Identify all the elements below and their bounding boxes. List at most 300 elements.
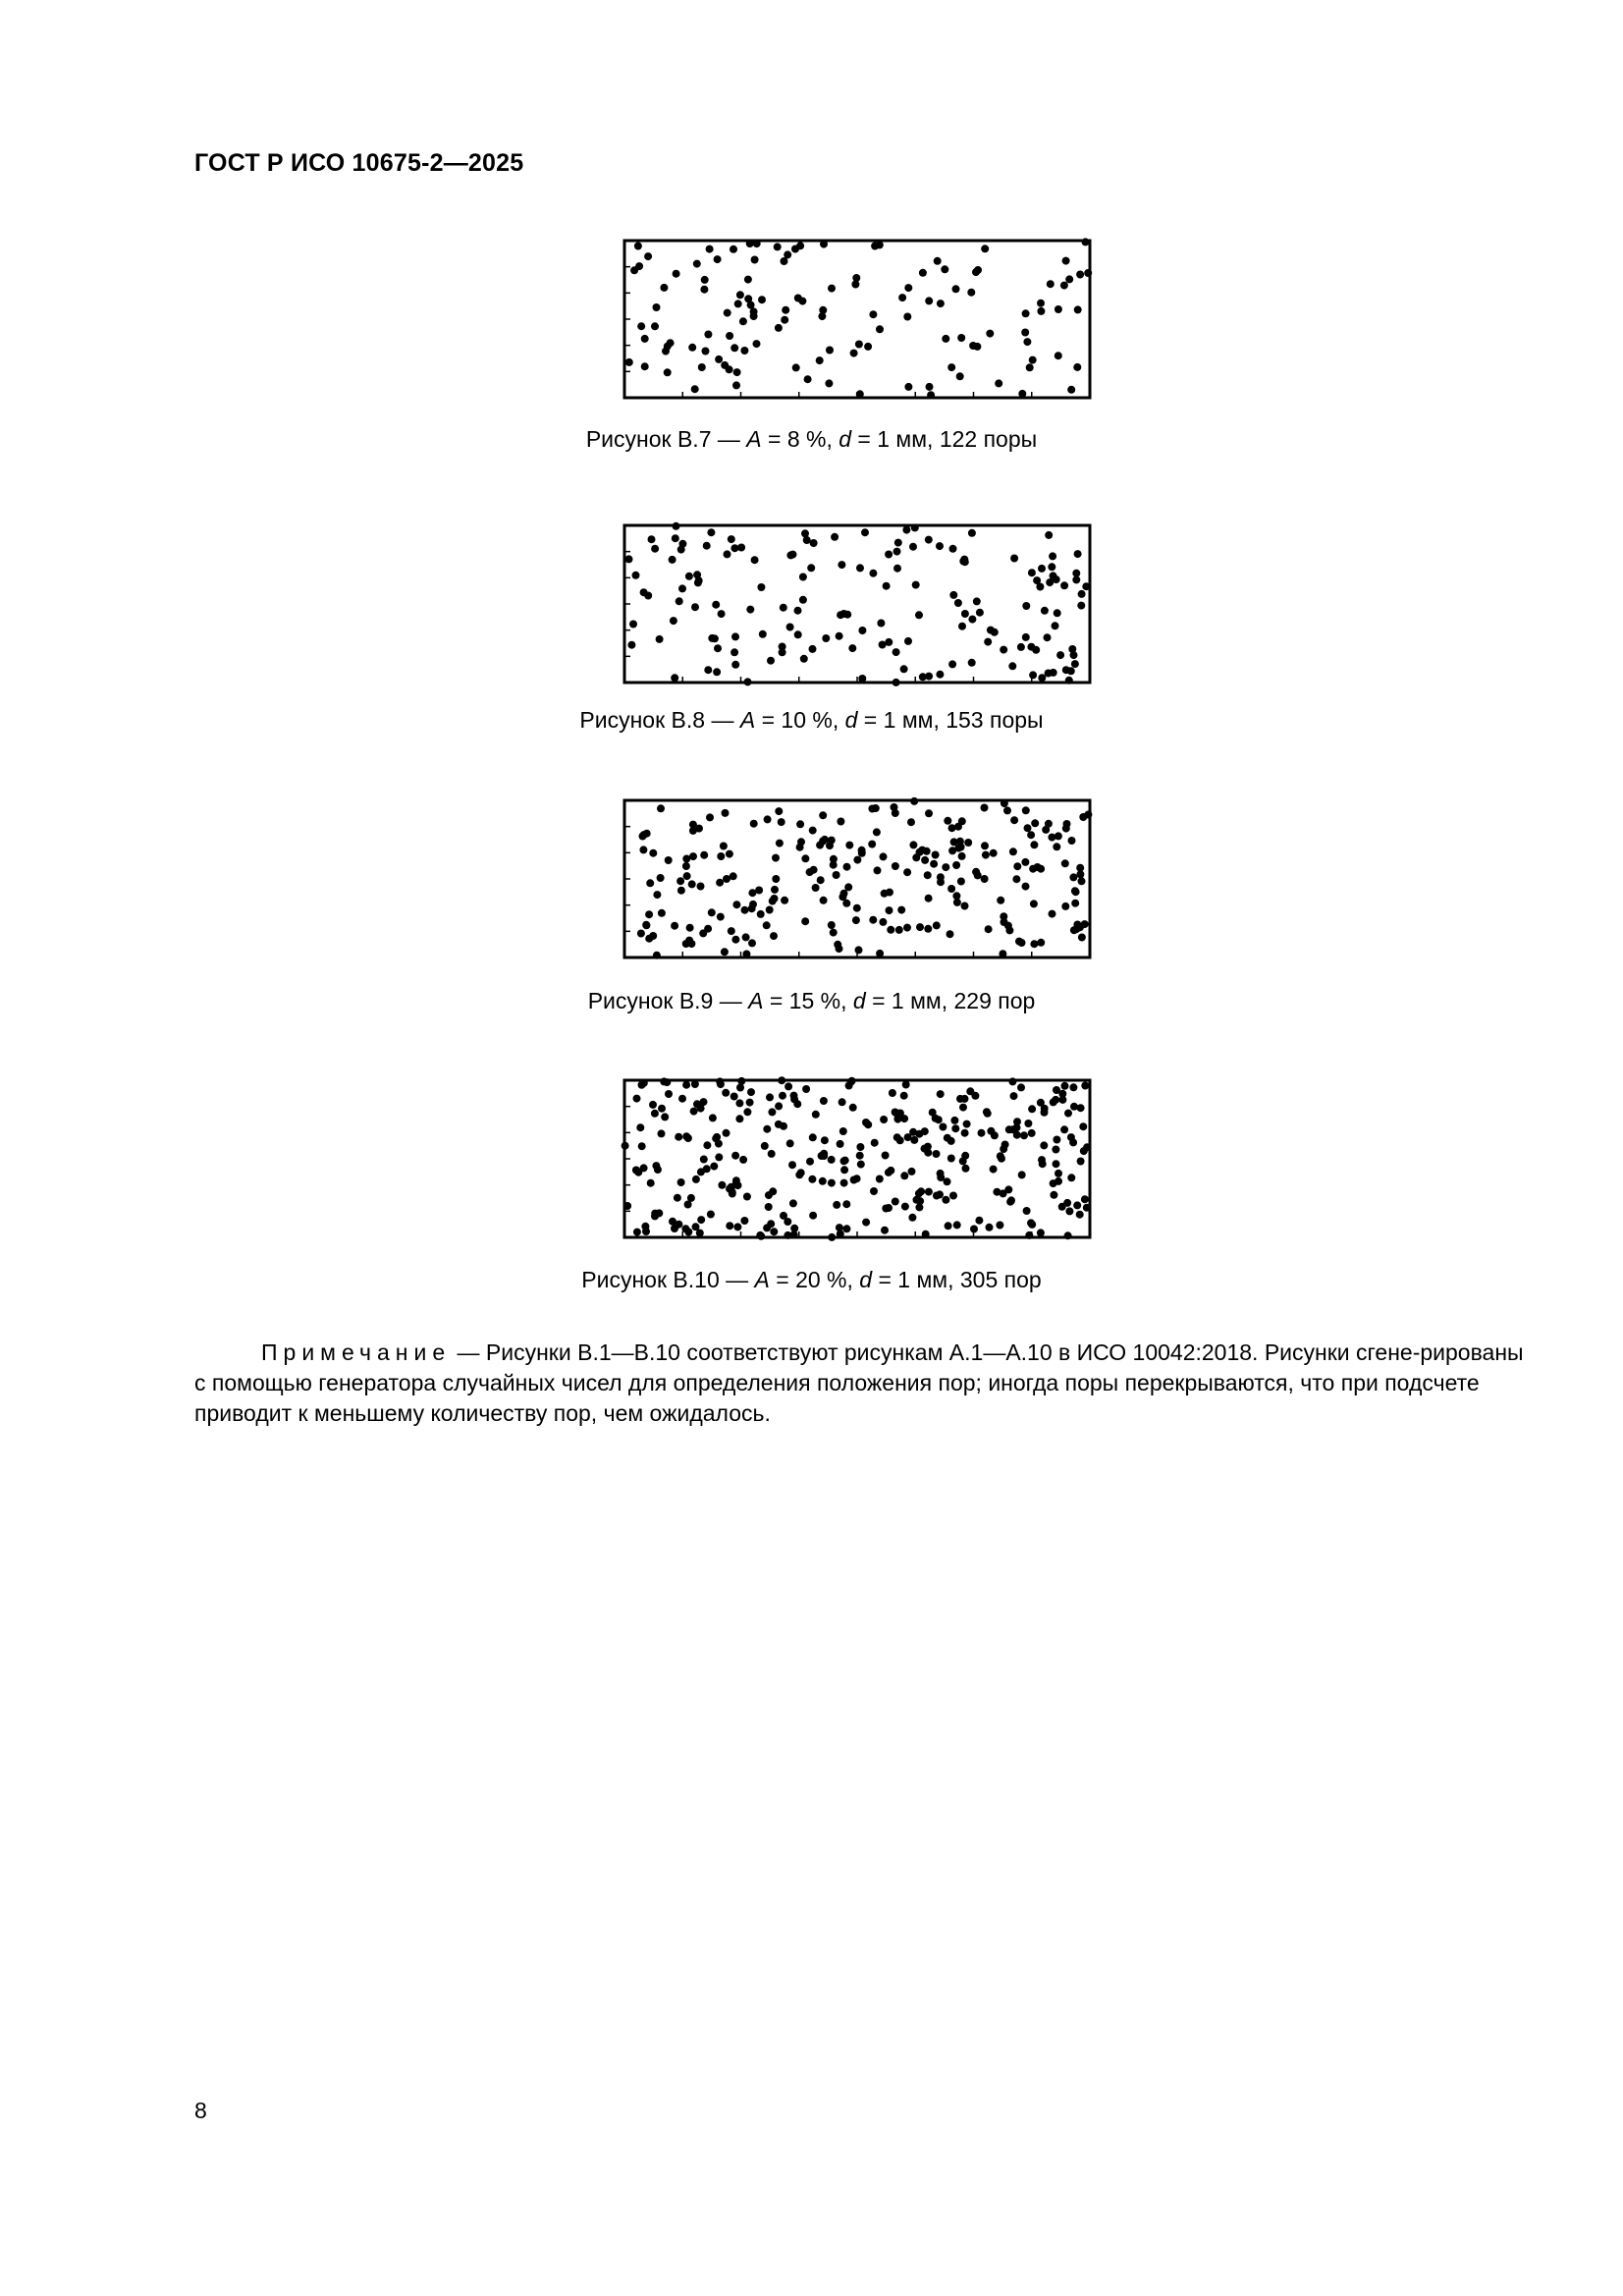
pore-dot [718, 610, 726, 618]
pore-dot [794, 607, 802, 615]
pore-dot [651, 322, 659, 330]
pore-dot [1000, 646, 1007, 654]
pore-dot [937, 1090, 945, 1098]
pore-dot [1030, 841, 1038, 848]
pore-dot [1045, 531, 1053, 539]
pore-dot [837, 818, 844, 826]
pore-dot [902, 526, 910, 534]
pore-dot [944, 817, 951, 825]
pore-dot [1084, 269, 1092, 277]
pore-dot [790, 1095, 798, 1103]
pore-dot [685, 573, 693, 580]
pore-dot [748, 889, 756, 897]
pore-dot [997, 897, 1004, 904]
pore-dot [1061, 859, 1069, 867]
pore-dot [840, 1166, 848, 1174]
pore-dot [1022, 806, 1030, 814]
pore-dot [947, 885, 955, 893]
pore-dot [1062, 257, 1070, 265]
pore-dot [801, 917, 809, 925]
pore-dot [742, 951, 750, 958]
pore-dot [889, 1089, 896, 1097]
pore-dot [894, 1112, 902, 1120]
pore-dot [697, 1216, 705, 1224]
pore-dot [1077, 602, 1085, 610]
pore-dot [671, 1225, 678, 1232]
pore-dot [1017, 1083, 1025, 1091]
pore-dot [932, 851, 940, 859]
pore-dot [933, 921, 941, 929]
pore-dot [651, 1110, 659, 1118]
pore-dot [956, 372, 964, 380]
pore-dot [807, 564, 815, 572]
pore-dot [853, 856, 861, 864]
note-dash: — [451, 1339, 486, 1365]
pore-dot [819, 811, 827, 819]
pore-dot [1026, 363, 1034, 371]
pore-dot [990, 1166, 998, 1174]
pore-dot [1025, 1231, 1033, 1239]
pore-dot [673, 522, 680, 530]
pore-dot [771, 895, 779, 902]
pore-dot [1067, 1133, 1075, 1141]
pore-dot [765, 1203, 773, 1211]
pore-dot [797, 838, 805, 846]
pore-dot [684, 1229, 692, 1236]
pore-diagram [617, 1075, 1098, 1242]
pore-dot [1032, 646, 1040, 654]
pore-dot [1054, 609, 1061, 617]
pore-dot [644, 592, 652, 600]
pore-dot [741, 906, 749, 914]
caption-a-value: = 15 %, [763, 988, 853, 1013]
pore-dot [794, 630, 802, 638]
pore-dot [641, 362, 649, 370]
pore-dot [948, 660, 956, 668]
pore-dot [855, 946, 863, 954]
pore-dot [649, 849, 657, 857]
pore-dot [840, 1179, 848, 1187]
pore-dot [900, 1092, 908, 1100]
pore-dot [1065, 275, 1073, 283]
pore-dot [909, 543, 917, 551]
pore-dot [759, 630, 767, 638]
pore-dot [826, 347, 834, 355]
pore-dot [852, 916, 860, 924]
pore-dot [816, 842, 824, 849]
pore-dot [780, 604, 787, 612]
pore-dot [1030, 900, 1038, 907]
pore-dot [1062, 666, 1070, 674]
pore-dot [873, 828, 881, 836]
pore-dot [786, 551, 794, 559]
pore-dot [986, 1224, 994, 1231]
pore-dot [953, 899, 961, 906]
pore-dot [669, 556, 676, 564]
pore-dot [872, 804, 880, 812]
pore-dot [844, 883, 852, 891]
pore-dot [869, 916, 877, 924]
pore-dot [810, 866, 818, 874]
pore-dot [657, 874, 665, 882]
pore-dot [1058, 1090, 1066, 1098]
pore-dot [880, 1116, 888, 1123]
pore-dot [831, 533, 839, 541]
pore-dot [1008, 662, 1016, 670]
pore-dot [763, 1224, 771, 1231]
pore-dot [942, 1196, 949, 1204]
pore-dot [809, 645, 817, 653]
pore-dot [1064, 1231, 1072, 1239]
pore-dot [678, 584, 686, 592]
pore-dot [862, 1119, 870, 1126]
pore-dot [828, 1156, 836, 1164]
pore-dot [633, 1095, 641, 1103]
pore-dot [1037, 300, 1045, 307]
pore-dot [900, 1172, 908, 1179]
pore-dot [895, 926, 903, 934]
pore-dot [622, 1142, 629, 1150]
pore-dot [1063, 820, 1071, 828]
pore-dot [984, 638, 992, 646]
pore-dot [904, 1133, 912, 1141]
pore-dot [1072, 925, 1080, 933]
pore-dot [802, 1085, 810, 1093]
pore-dot [812, 884, 820, 892]
pore-dot [786, 624, 794, 631]
pore-dot [921, 856, 929, 864]
pore-dot [934, 257, 942, 265]
pore-dot [876, 950, 884, 957]
pore-dot [947, 930, 954, 938]
pore-dot [676, 597, 683, 605]
pore-dot [687, 1194, 695, 1202]
pore-dot [1024, 824, 1032, 832]
pore-dot [1065, 677, 1073, 684]
pore-dot [969, 342, 977, 350]
pore-dot [730, 648, 738, 656]
pore-dot [1083, 1143, 1091, 1151]
pore-dot [845, 1082, 853, 1090]
pore-dot [923, 847, 931, 855]
pore-dot [1081, 1082, 1089, 1090]
pore-dot [903, 924, 911, 932]
caption-label: Рисунок В.10 — [581, 1267, 755, 1292]
pore-dot [788, 1161, 796, 1169]
pore-dot [796, 820, 804, 828]
pore-dot [730, 1093, 738, 1101]
pore-dot [842, 1200, 850, 1208]
pore-dot [853, 904, 861, 912]
pore-dot [1083, 1204, 1091, 1212]
pore-dot [1042, 826, 1050, 834]
pore-dot [968, 529, 976, 537]
pore-dot [987, 627, 995, 634]
pore-dot [778, 818, 785, 826]
pore-dot [936, 671, 944, 679]
pore-dot [1045, 670, 1053, 678]
pore-dot [682, 862, 690, 870]
pore-dot [848, 644, 856, 652]
pore-dot [731, 1152, 739, 1160]
pore-dot [703, 1141, 711, 1149]
pore-dot [661, 1113, 669, 1121]
pore-dot [850, 1176, 858, 1184]
pore-dot [1071, 660, 1079, 668]
pore-dot [950, 1117, 958, 1124]
pore-dot [1081, 920, 1089, 928]
pore-dot [1040, 1141, 1048, 1149]
pore-dot [828, 837, 836, 845]
pore-dot [713, 668, 721, 676]
pore-dot [995, 379, 1002, 387]
pore-dot [924, 925, 932, 933]
pore-dot [961, 610, 969, 618]
pore-dot [1028, 1221, 1036, 1229]
pore-dot [1061, 1082, 1069, 1090]
pore-dot [641, 335, 649, 343]
pore-dot [879, 918, 887, 926]
pore-dot [949, 591, 957, 599]
pore-dot [883, 582, 891, 590]
pore-dot [656, 635, 664, 643]
pore-diagram [617, 520, 1098, 687]
pore-dot [1050, 1179, 1057, 1187]
pore-dot [736, 1084, 744, 1092]
pore-dot [812, 1111, 820, 1119]
pore-dot [956, 1095, 964, 1103]
pore-dot [856, 390, 864, 398]
pore-dot [1037, 1229, 1045, 1236]
pore-dot [985, 925, 993, 933]
pore-dot [818, 1152, 826, 1160]
pore-dot [672, 534, 679, 542]
pore-dot [730, 344, 738, 352]
pore-dot [671, 922, 678, 930]
pore-dot [981, 875, 989, 883]
pore-dot [1027, 831, 1035, 839]
pore-dot [1055, 832, 1062, 840]
pore-dot [972, 268, 980, 276]
pore-dot [818, 312, 826, 320]
pore-dot [880, 852, 888, 860]
pore-dot [1048, 563, 1055, 571]
pore-dot [664, 368, 672, 376]
pore-diagram [617, 236, 1098, 403]
pore-dot [799, 574, 807, 581]
pore-dot [909, 841, 917, 848]
pore-dot [953, 1221, 961, 1229]
pore-dot [874, 866, 882, 874]
pore-dot [882, 1152, 890, 1160]
pore-dot [709, 1114, 717, 1121]
pore-dot [1029, 671, 1037, 679]
caption-d-symbol: d [852, 988, 866, 1013]
pore-dot [671, 674, 678, 682]
pore-dot [828, 1179, 836, 1187]
pore-dot [771, 886, 779, 894]
pore-dot [726, 332, 733, 340]
pore-dot [1055, 352, 1062, 359]
pore-dot [697, 1168, 705, 1175]
pore-dot [637, 930, 645, 938]
pore-dot [900, 665, 908, 673]
pore-dot [654, 1166, 662, 1174]
pore-dot [790, 1225, 798, 1232]
pore-dot [722, 809, 730, 817]
pore-dot [801, 854, 809, 862]
pore-dot [678, 1095, 686, 1103]
pore-dot [706, 246, 714, 253]
pore-dot [739, 1156, 747, 1164]
pore-dot [720, 843, 728, 850]
pore-dot [675, 1133, 682, 1141]
pore-dot [1049, 552, 1056, 560]
pore-dot [936, 542, 944, 550]
pore-dot [887, 926, 894, 934]
caption-label: Рисунок В.7 — [585, 426, 747, 452]
pore-dot [984, 1110, 992, 1118]
pore-dot [724, 550, 731, 558]
pore-dot [678, 540, 686, 548]
pore-dot [916, 1197, 924, 1205]
pore-dot [850, 350, 858, 357]
pore-dot [1073, 1201, 1081, 1209]
pore-dot [700, 1156, 708, 1164]
pore-dot [1001, 1141, 1009, 1149]
pore-dot [1036, 583, 1044, 591]
pore-dot [801, 529, 809, 537]
pore-dot [717, 913, 725, 921]
pore-dot [735, 1115, 743, 1122]
pore-dot [743, 1193, 751, 1201]
pore-dot [1001, 799, 1008, 807]
pore-dot [822, 634, 830, 642]
caption-a-symbol: A [746, 426, 762, 452]
pore-dot [673, 270, 680, 278]
pore-dot [750, 307, 758, 315]
pore-dot [925, 809, 933, 817]
pore-dot [809, 1133, 817, 1141]
pore-dot [952, 861, 960, 869]
pore-dot [891, 803, 898, 811]
pore-dot [653, 952, 661, 959]
pore-dot [806, 1158, 814, 1166]
pore-dot [677, 887, 685, 895]
pore-dot [800, 655, 808, 663]
pore-dot [966, 1087, 974, 1095]
pore-dot [682, 1081, 690, 1089]
caption-d-value: = 1 мм, 305 пор [872, 1267, 1042, 1292]
pore-dot [732, 901, 740, 908]
pore-dot [1078, 590, 1086, 598]
pore-dot [769, 1187, 777, 1195]
pore-dot [674, 1194, 681, 1202]
pore-dot [780, 1122, 787, 1130]
pore-dot [670, 617, 677, 625]
pore-dot [1055, 305, 1062, 313]
pore-dot [639, 833, 647, 841]
pore-dot [1005, 1125, 1013, 1133]
pore-dot [944, 1177, 951, 1185]
pore-dot [625, 358, 633, 366]
pore-dot [1022, 309, 1030, 317]
pore-dot [781, 897, 788, 904]
caption-a-value: = 20 %, [769, 1267, 860, 1292]
pore-dot [885, 551, 893, 559]
pore-dot [781, 257, 788, 265]
pore-dot [840, 1157, 848, 1165]
pore-dot [749, 901, 757, 908]
pore-dot [941, 265, 948, 273]
pore-dot [641, 1223, 649, 1230]
pore-dot [646, 879, 654, 887]
pore-dot [735, 1099, 743, 1107]
pore-dot [713, 1133, 721, 1141]
pore-dot [1050, 1098, 1057, 1106]
pore-dot [926, 383, 934, 391]
pore-dot [939, 1123, 947, 1131]
pore-dot [837, 611, 844, 619]
pore-dot [763, 1125, 771, 1133]
pore-dot [828, 921, 836, 929]
pore-dot [647, 1179, 655, 1187]
pore-dot [967, 289, 975, 297]
pore-dot [687, 940, 695, 948]
pore-dot [1037, 307, 1045, 315]
pore-dot [743, 1108, 751, 1116]
pore-dot [1053, 843, 1060, 850]
pore-dot [716, 879, 724, 887]
pore-dot [655, 1209, 663, 1217]
pore-dot [951, 1124, 959, 1132]
pore-dot [635, 262, 643, 270]
pore-dot [632, 572, 640, 579]
pore-dot [728, 927, 735, 935]
pore-dot [704, 331, 712, 339]
pore-dot [683, 872, 691, 880]
pore-dot [856, 564, 864, 572]
caption-a-symbol: A [748, 988, 764, 1013]
pore-dot [789, 1199, 797, 1207]
pore-dot [973, 597, 981, 605]
pore-dot [732, 1176, 740, 1184]
pore-dot [837, 1230, 844, 1238]
pore-dot [997, 1152, 1004, 1160]
pore-dot [1022, 602, 1030, 610]
pore-dot [757, 583, 765, 591]
pore-dot [970, 1226, 978, 1233]
pore-dot [856, 1152, 864, 1160]
pore-dot [770, 1228, 778, 1235]
pore-dot [1052, 1146, 1059, 1154]
pore-dot [1022, 883, 1030, 891]
pore-dot [791, 246, 799, 253]
pore-dot [686, 924, 694, 932]
pore-dot [1018, 390, 1026, 398]
pore-dot [665, 1090, 673, 1098]
pore-dot [954, 599, 962, 607]
pore-dot [907, 818, 915, 826]
pore-dot [904, 383, 912, 391]
pore-dot [962, 1165, 970, 1173]
pore-dot [639, 846, 647, 853]
pore-dot [799, 596, 807, 604]
pore-dot [1056, 651, 1064, 659]
pore-dot [662, 348, 670, 355]
pore-dot [688, 344, 696, 352]
pore-dot [792, 363, 800, 371]
